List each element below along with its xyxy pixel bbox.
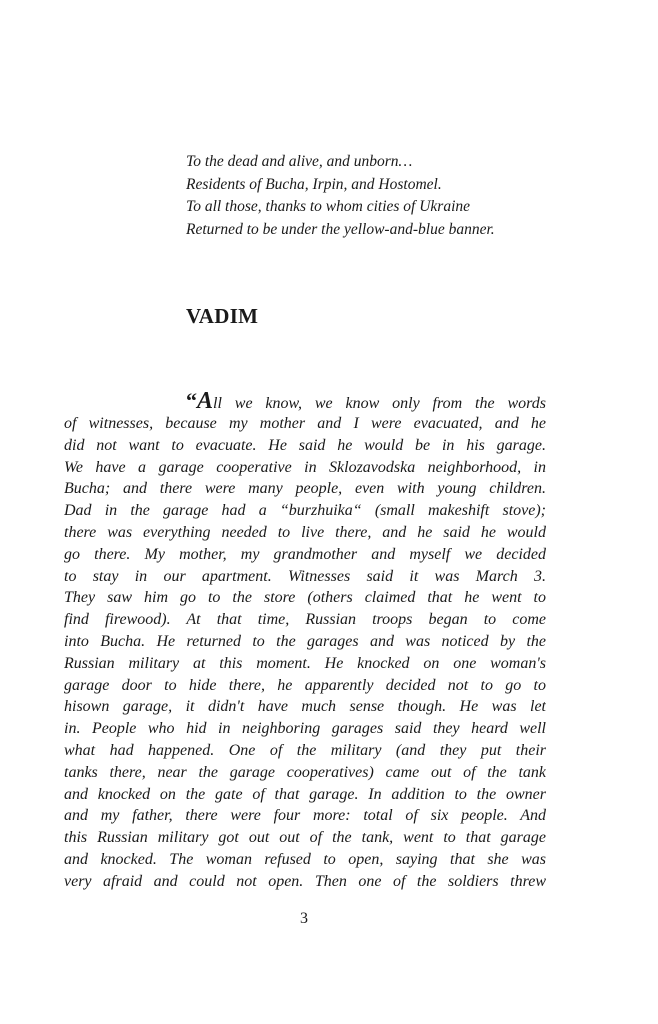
body-line: did not want to evacuate. He said he would be in his garage. <box>64 436 546 454</box>
body-line: and my father, there were four more: total of six people. And <box>64 807 546 825</box>
chapter-body <box>64 386 546 893</box>
body-line: very afraid and could not open. Then one of the soldiers threw <box>64 872 546 890</box>
body-line: there was everything needed to live there, and he said he would <box>64 523 546 541</box>
open-quote: “ <box>186 388 197 413</box>
epigraph-line: To all those, thanks to whom cities of Ukraine <box>186 198 471 215</box>
body-line: hisown garage, it didn't have much sense though. He was let <box>64 698 546 716</box>
chapter-title: VADIM <box>186 304 259 328</box>
body-line: of witnesses, because my mother and I were evacuated, and he <box>64 415 546 432</box>
epigraph-line: To the dead and alive, and unborn… <box>186 153 413 170</box>
body-line: find firewood). At that time, Russian troops began to come <box>64 611 546 629</box>
body-line: Bucha; and there were many people, even with young children. <box>64 480 546 498</box>
body-line: Dad in the garage had a “burzhuika“ (small makeshift stove); <box>64 502 546 520</box>
body-line: tanks there, near the garage cooperatives) came out of the tank <box>64 763 546 781</box>
body-line: into Bucha. He returned to the garages and was noticed by the <box>64 632 546 650</box>
drop-cap: A <box>197 388 214 413</box>
body-line: Russian military at this moment. He knocked on one woman's <box>64 654 546 672</box>
epigraph <box>186 151 606 241</box>
epigraph-line: Returned to be under the yellow-and-blue banner. <box>186 220 495 238</box>
page-number: 3 <box>300 910 308 927</box>
body-line: in. People who hid in neighboring garages said they heard well <box>64 720 546 738</box>
first-line-text: ll we know, we know only from the words <box>213 395 546 412</box>
body-line: and knocked. The woman refused to open, saying that she was <box>64 850 546 868</box>
body-line: We have a garage cooperative in Sklozavodska neighborhood, in <box>64 458 546 476</box>
body-line: garage door to hide there, he apparently decided not to go to <box>64 676 546 694</box>
first-line <box>64 386 546 413</box>
body-line: go there. My mother, my grandmother and myself we decided <box>64 545 546 563</box>
body-line: this Russian military got out out of the tank, went to that garage <box>64 829 546 847</box>
epigraph-line: Residents of Bucha, Irpin, and Hostomel. <box>186 175 442 193</box>
body-line: and knocked on the gate of that garage. In addition to the owner <box>64 785 546 803</box>
body-line: to stay in our apartment. Witnesses said it was March 3. <box>64 567 546 585</box>
body-line: They saw him go to the store (others claimed that he went to <box>64 589 546 607</box>
body-line: what had happened. One of the military (and they put their <box>64 741 546 759</box>
